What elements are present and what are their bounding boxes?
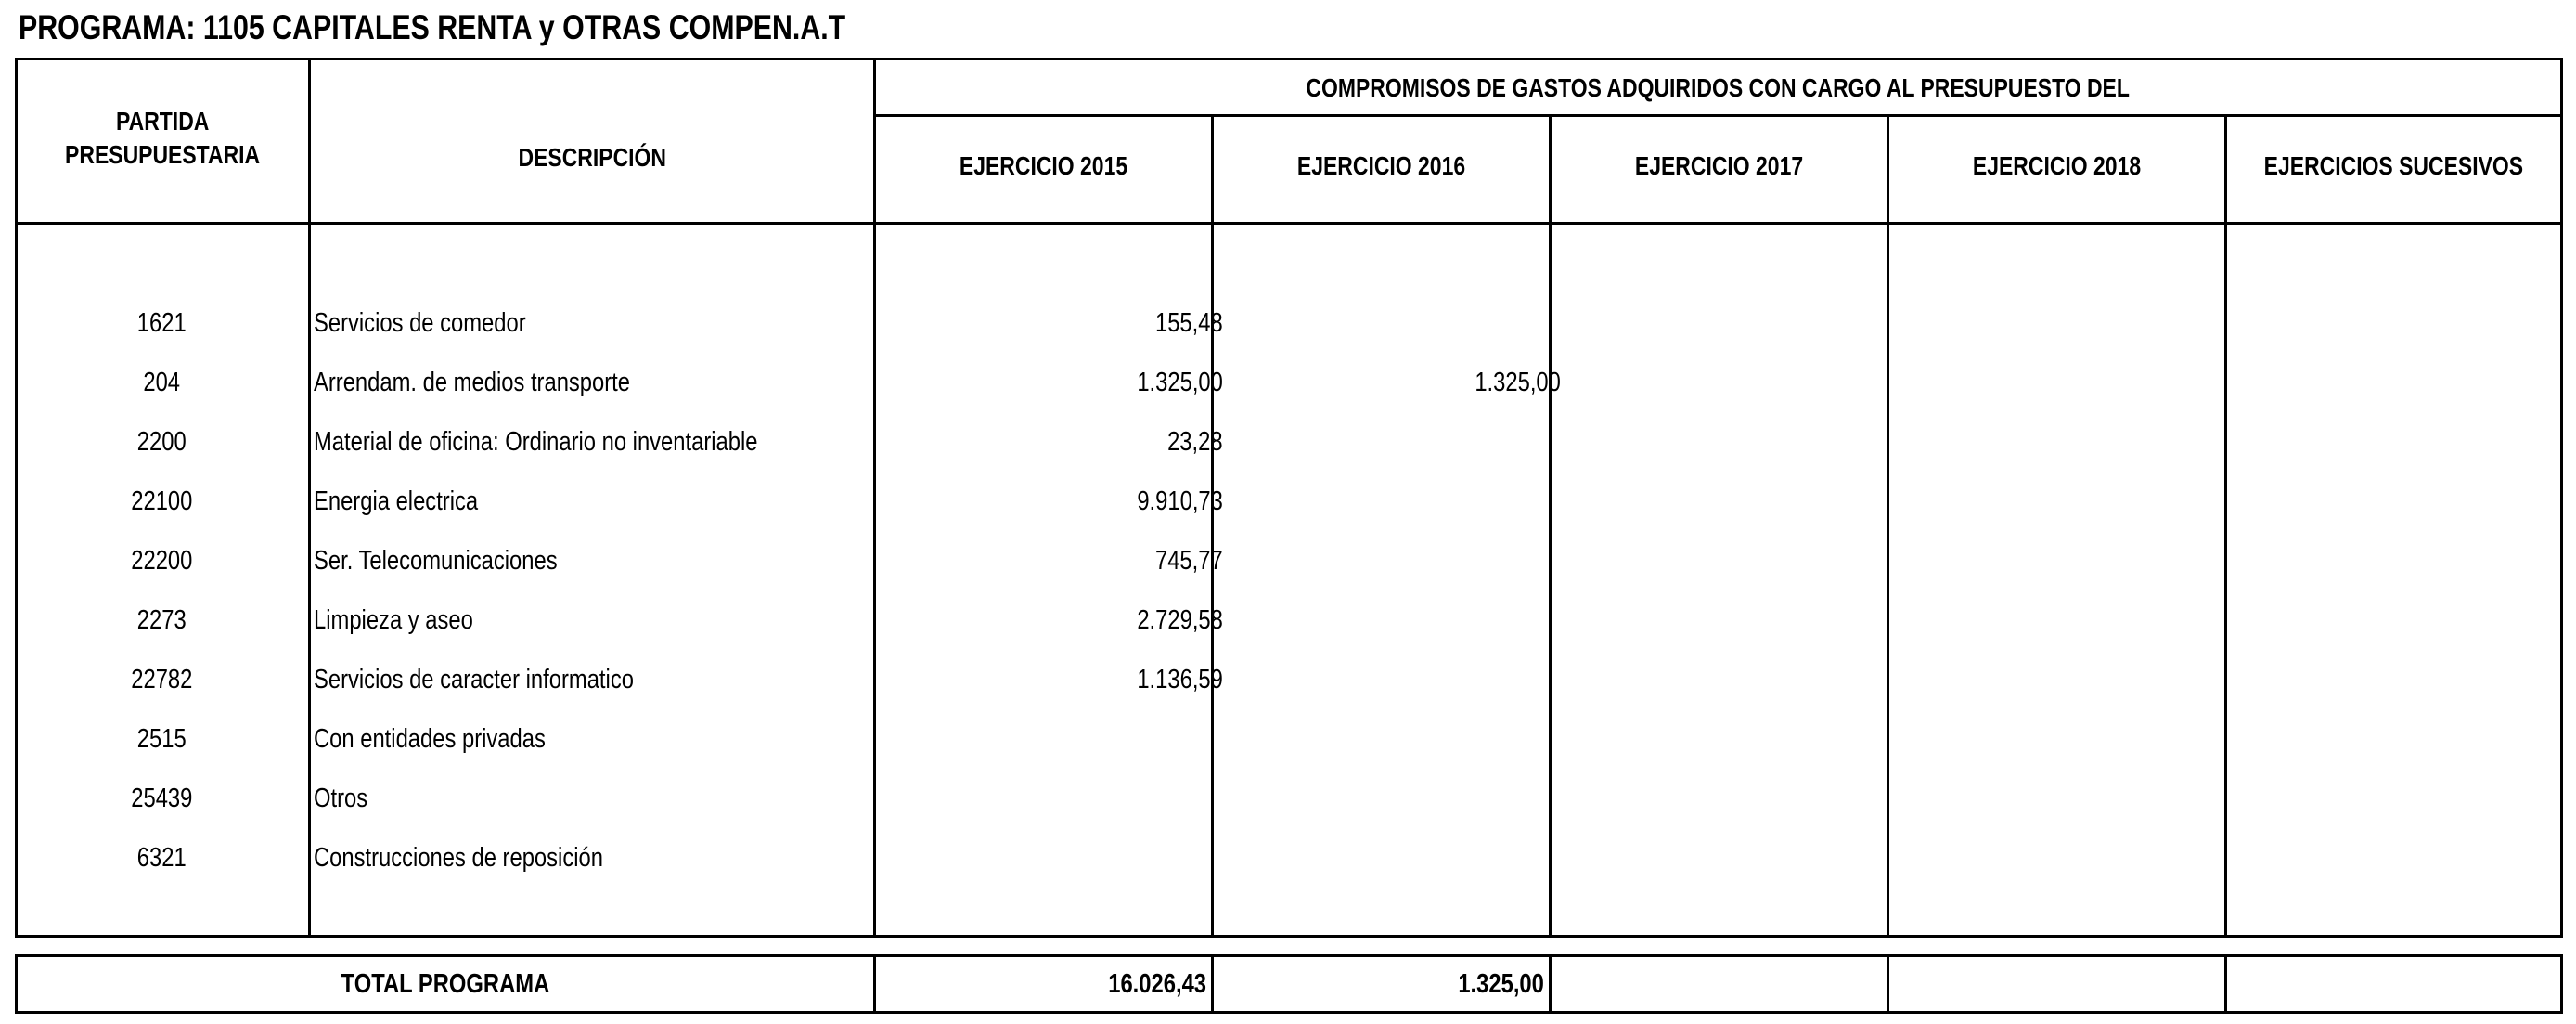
row-amount-2016	[1208, 830, 1561, 886]
divider-header-body	[18, 222, 2560, 225]
row-code-text: 2273	[136, 605, 187, 635]
total-amount-2016	[1214, 957, 1544, 1011]
header-descripcion	[311, 141, 873, 175]
header-descripcion-text: DESCRIPCIÓN	[518, 143, 666, 172]
row-amount-2015	[870, 711, 1223, 767]
row-amount-2016	[1208, 533, 1561, 589]
row-code-text: 1621	[136, 308, 187, 338]
header-ejercicio-2017-text: EJERCICIO 2017	[1634, 151, 1804, 180]
table-row	[15, 830, 2563, 886]
header-ejercicio-2015	[876, 149, 1211, 183]
row-amount-2016	[1208, 652, 1561, 707]
divider-compromisos	[873, 114, 2560, 117]
row-code-text: 25439	[130, 784, 193, 813]
table-row	[15, 414, 2563, 470]
program-title	[19, 6, 1027, 50]
row-code	[15, 652, 308, 707]
row-amount-2016	[1208, 355, 1561, 410]
table-row	[15, 592, 2563, 648]
row-description-text: Energia electrica	[314, 486, 479, 516]
row-description	[314, 355, 870, 410]
row-description	[314, 473, 870, 529]
table-row	[15, 473, 2563, 529]
row-code	[15, 295, 308, 351]
total-divider-2016-2017	[1549, 957, 1552, 1011]
row-amount-2015	[870, 355, 1223, 410]
total-amount-2016-text: 1.325,00	[1458, 969, 1544, 999]
header-partida-line1: PARTIDA	[116, 107, 210, 136]
row-description-text: Servicios de caracter informatico	[314, 665, 634, 694]
row-amount-2016	[1208, 771, 1561, 826]
row-code	[15, 473, 308, 529]
total-label	[18, 957, 873, 1011]
row-description-text: Otros	[314, 784, 368, 813]
row-code-text: 22782	[130, 665, 193, 694]
row-description-text: Limpieza y aseo	[314, 605, 473, 635]
row-description	[314, 771, 870, 826]
total-amount-2015-text: 16.026,43	[1108, 969, 1206, 999]
header-ejercicio-2016	[1214, 149, 1549, 183]
row-code-text: 2515	[136, 724, 187, 754]
row-code-text: 204	[143, 368, 180, 397]
row-code	[15, 533, 308, 589]
header-ejercicios-sucesivos	[2227, 149, 2560, 183]
row-description	[314, 592, 870, 648]
row-description-text: Servicios de comedor	[314, 308, 526, 338]
row-amount-2015-text: 745,77	[1155, 546, 1223, 576]
row-amount-2015	[870, 830, 1223, 886]
row-amount-2015-text: 9.910,73	[1137, 486, 1223, 516]
table-row	[15, 295, 2563, 351]
row-description	[314, 295, 870, 351]
row-code-text: 6321	[136, 843, 187, 873]
row-amount-2015-text: 2.729,58	[1137, 605, 1223, 635]
row-code-text: 2200	[136, 427, 187, 457]
header-ejercicios-sucesivos-text: EJERCICIOS SUCESIVOS	[2263, 151, 2524, 180]
row-amount-2016	[1208, 473, 1561, 529]
row-amount-2015	[870, 652, 1223, 707]
header-ejercicio-2018	[1889, 149, 2224, 183]
table-row	[15, 533, 2563, 589]
row-amount-2015	[870, 473, 1223, 529]
header-compromisos	[876, 71, 2560, 105]
row-code-text: 22100	[130, 486, 193, 516]
row-code	[15, 414, 308, 470]
row-amount-2016	[1208, 592, 1561, 648]
row-description	[314, 830, 870, 886]
table-row	[15, 711, 2563, 767]
header-partida-line2: PRESUPUESTARIA	[65, 140, 261, 169]
header-ejercicio-2015-text: EJERCICIO 2015	[959, 151, 1128, 180]
header-ejercicio-2017	[1552, 149, 1887, 183]
row-code	[15, 592, 308, 648]
row-description-text: Arrendam. de medios transporte	[314, 368, 631, 397]
header-partida	[18, 105, 308, 172]
table-row	[15, 355, 2563, 410]
row-description-text: Con entidades privadas	[314, 724, 546, 754]
row-amount-2016	[1208, 711, 1561, 767]
row-amount-2015	[870, 592, 1223, 648]
total-divider-2017-2018	[1887, 957, 1889, 1011]
row-description-text: Ser. Telecomunicaciones	[314, 546, 558, 576]
row-amount-2016	[1208, 414, 1561, 470]
row-amount-2016-text: 1.325,00	[1475, 368, 1561, 397]
header-ejercicio-2018-text: EJERCICIO 2018	[1972, 151, 2142, 180]
row-amount-2015-text: 1.325,00	[1137, 368, 1223, 397]
row-amount-2015	[870, 771, 1223, 826]
table-row	[15, 771, 2563, 826]
table-row	[15, 652, 2563, 707]
row-description	[314, 652, 870, 707]
row-description	[314, 533, 870, 589]
row-amount-2015	[870, 295, 1223, 351]
header-compromisos-text: COMPROMISOS DE GASTOS ADQUIRIDOS CON CARGO AL PRESUPUESTO DEL	[1306, 73, 2131, 102]
row-code-text: 22200	[130, 546, 193, 576]
total-program-row	[15, 954, 2563, 1014]
row-amount-2015	[870, 414, 1223, 470]
row-amount-2015-text: 23,28	[1167, 427, 1223, 457]
header-ejercicio-2016-text: EJERCICIO 2016	[1296, 151, 1466, 180]
row-description	[314, 414, 870, 470]
row-amount-2015	[870, 533, 1223, 589]
row-description-text: Material de oficina: Ordinario no inventariable	[314, 427, 758, 457]
row-amount-2015-text: 1.136,59	[1137, 665, 1223, 694]
row-code	[15, 771, 308, 826]
row-description	[314, 711, 870, 767]
row-code	[15, 355, 308, 410]
total-divider-2018-sucesivos	[2224, 957, 2227, 1011]
row-description-text: Construcciones de reposición	[314, 843, 603, 873]
row-amount-2016	[1208, 295, 1561, 351]
program-title-text: PROGRAMA: 1105 CAPITALES RENTA y OTRAS COMPEN.A.T	[19, 8, 846, 46]
total-amount-2015	[876, 957, 1206, 1011]
row-amount-2015-text: 155,48	[1155, 308, 1223, 338]
row-code	[15, 830, 308, 886]
row-code	[15, 711, 308, 767]
total-label-text: TOTAL PROGRAMA	[341, 969, 550, 999]
